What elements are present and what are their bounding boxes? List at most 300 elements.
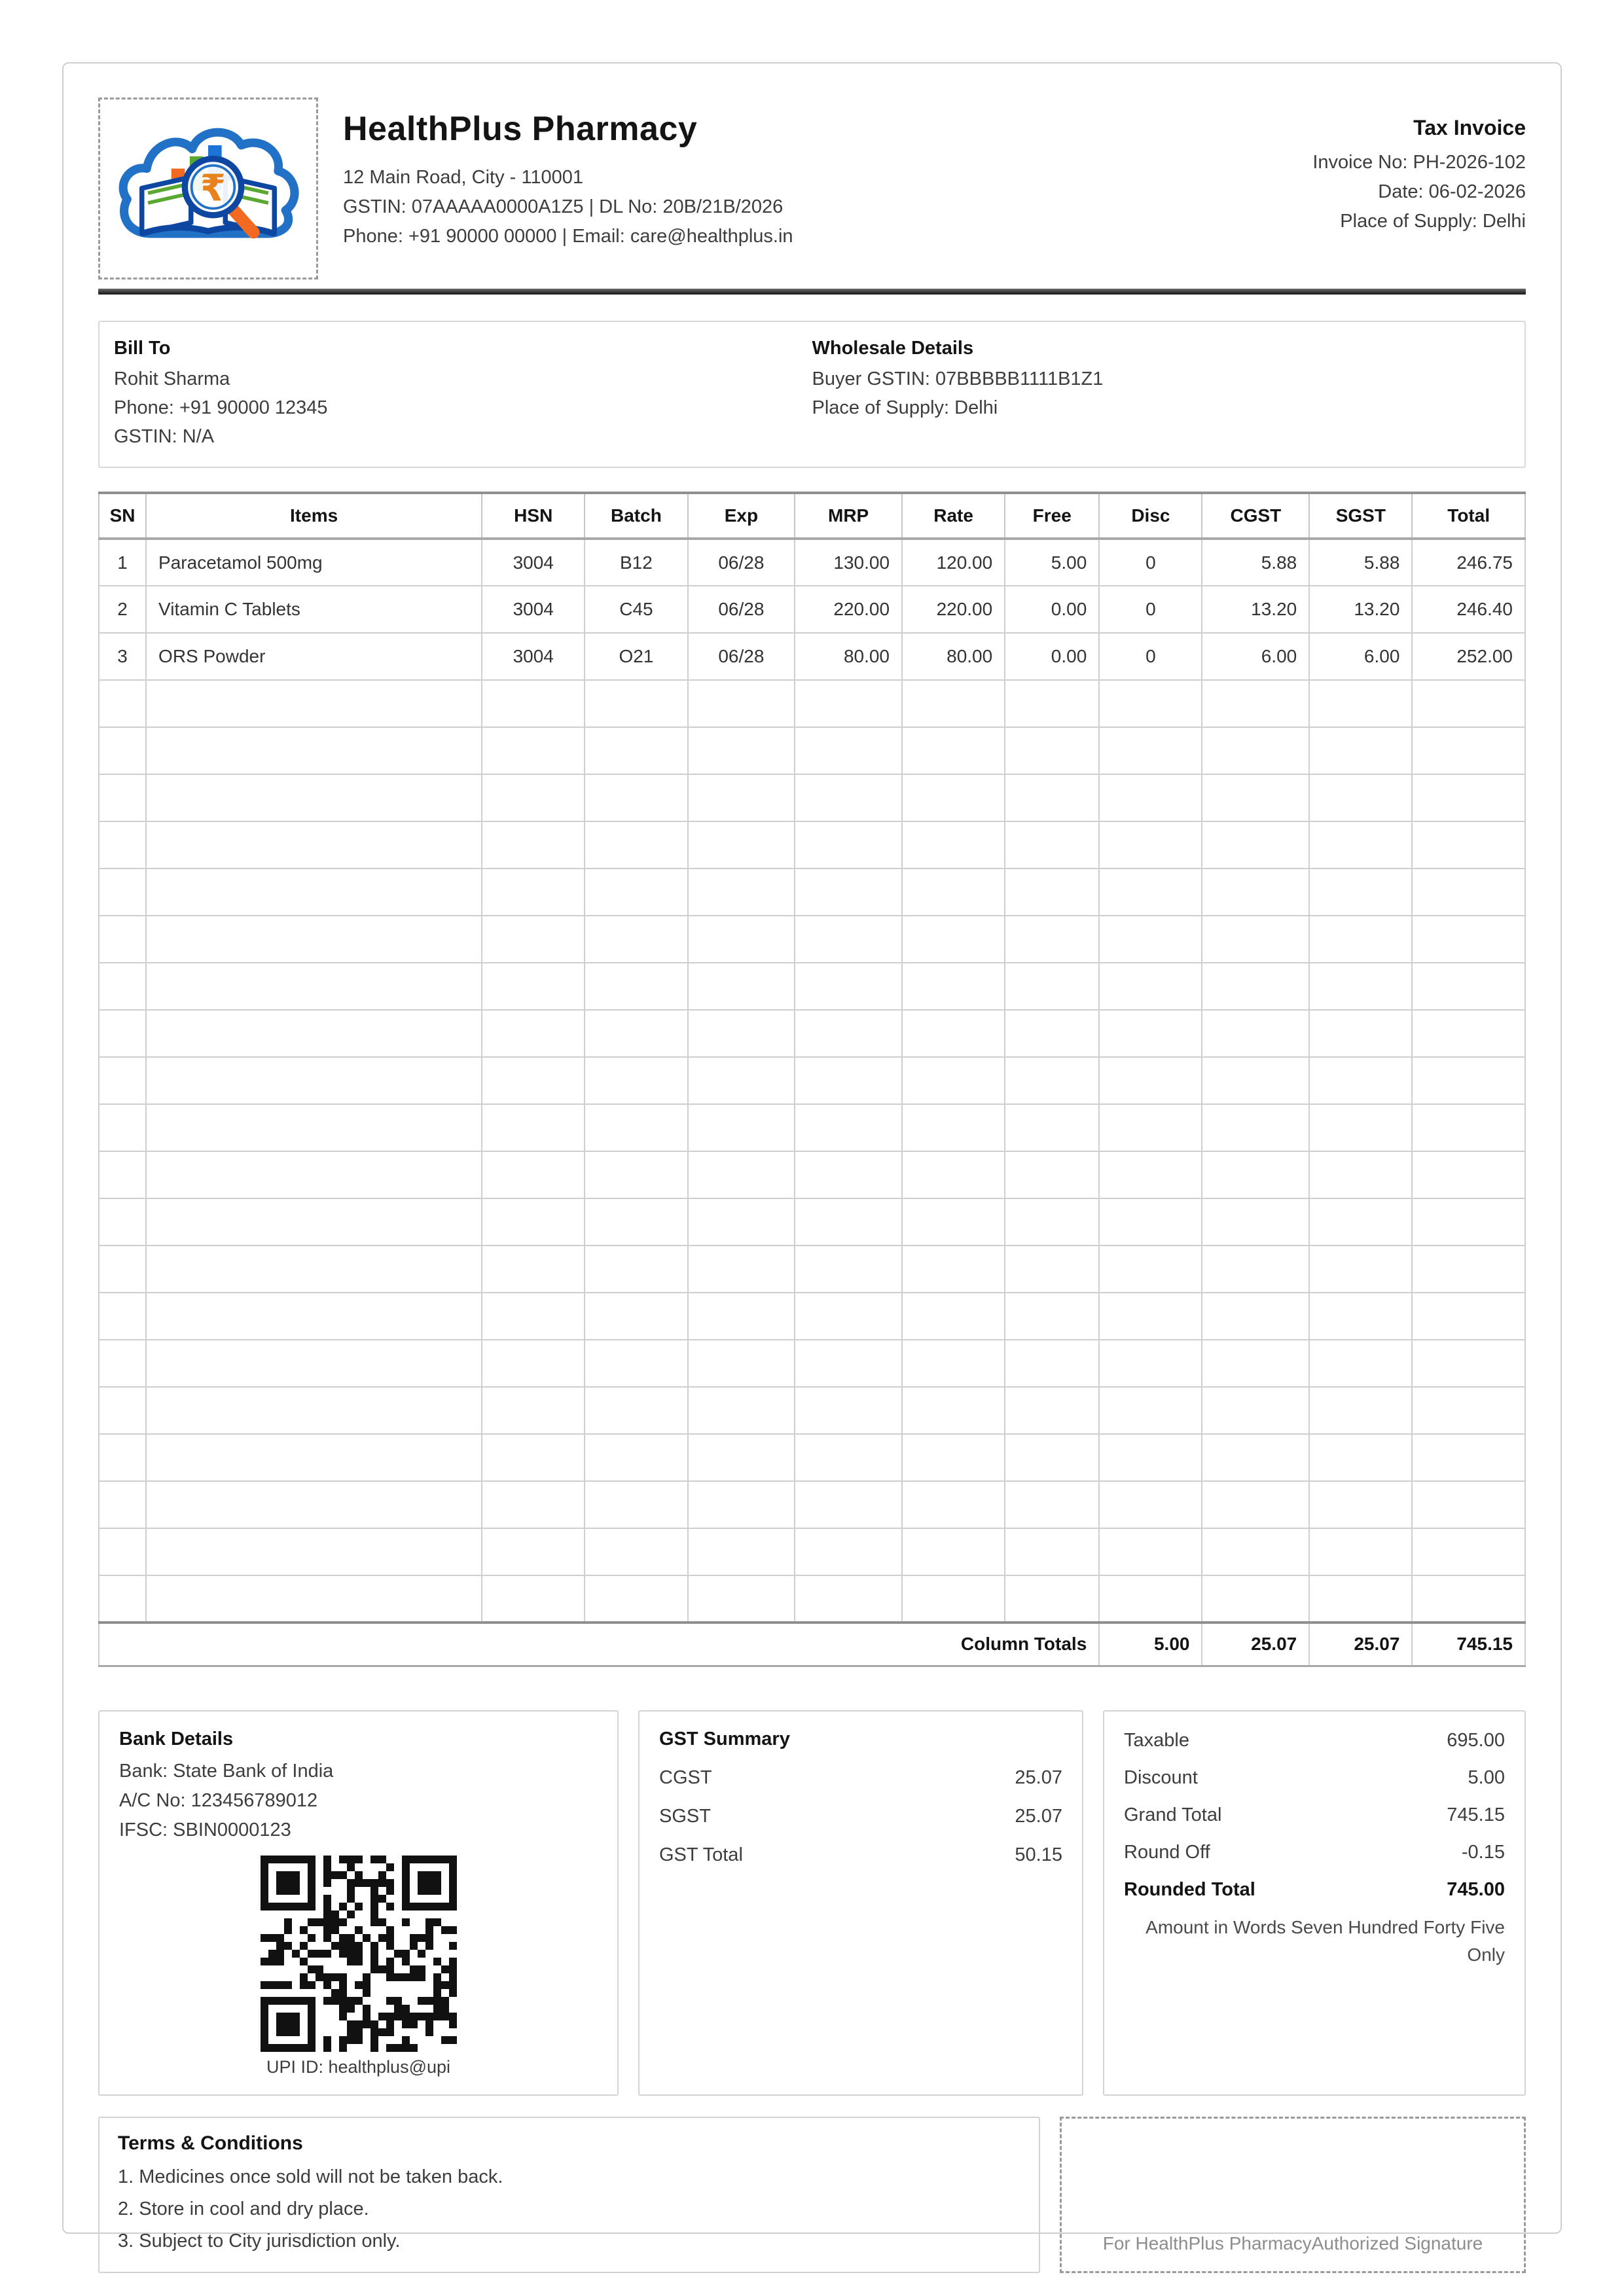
cell-sgst [1309, 1151, 1412, 1198]
invoice-number: Invoice No: PH-2026-102 [1312, 152, 1526, 173]
cell-exp [688, 1293, 795, 1340]
gst-row-cgst [659, 1767, 1062, 1789]
cell-rate [902, 1151, 1005, 1198]
svg-text:₹: ₹ [200, 166, 226, 209]
upi-id-line: UPI ID: healthplus@upi [266, 2056, 451, 2077]
cell-hsn [482, 1340, 585, 1387]
cell-hsn [482, 774, 585, 821]
cell-batch [585, 1246, 687, 1293]
cell-hsn [482, 1528, 585, 1575]
wholesale-buyer-gstin: Buyer GSTIN: 07BBBBB1111B1Z1 [812, 368, 1104, 389]
items-table-head [99, 493, 1525, 539]
cell-mrp [795, 1481, 902, 1528]
cell-free [1005, 916, 1099, 963]
empty-row [99, 1010, 1525, 1057]
cell-sgst [1309, 1010, 1412, 1057]
bank-account-line: A/C No: 123456789012 [119, 1789, 318, 1811]
company-name: HealthPlus Pharmacy [343, 110, 698, 148]
cell-items [146, 1246, 482, 1293]
cell-sn: 3 [99, 633, 146, 680]
cell-sgst [1309, 774, 1412, 821]
cell-batch [585, 1010, 687, 1057]
empty-row [99, 1387, 1525, 1434]
cell-sn [99, 916, 146, 963]
cell-cgst [1202, 1010, 1309, 1057]
cell-free [1005, 774, 1099, 821]
cell-total: 246.40 [1412, 586, 1525, 633]
cell-rate [902, 821, 1005, 869]
signature-box [1060, 2117, 1526, 2274]
cell-disc [1099, 1010, 1202, 1057]
cell-free [1005, 1057, 1099, 1104]
cell-free [1005, 727, 1099, 774]
cell-sn [99, 963, 146, 1010]
cell-exp [688, 1057, 795, 1104]
cell-free [1005, 1434, 1099, 1481]
cell-exp [688, 1010, 795, 1057]
cell-total [1412, 1387, 1525, 1434]
cell-batch [585, 821, 687, 869]
totals-row-discount [1124, 1767, 1505, 1789]
cell-batch [585, 869, 687, 916]
column-header-exp: Exp [688, 493, 795, 539]
cell-hsn [482, 1481, 585, 1528]
cell-sn [99, 869, 146, 916]
cell-disc [1099, 680, 1202, 727]
cell-cgst [1202, 1575, 1309, 1623]
cell-disc: 0 [1099, 539, 1202, 586]
cell-items: Paracetamol 500mg [146, 539, 482, 586]
cell-items [146, 727, 482, 774]
gst-total-label: GST Total [659, 1844, 743, 1865]
gst-row-total [659, 1844, 1062, 1866]
column-header-cgst: CGST [1202, 493, 1309, 539]
pharmacy-cloud-logo-icon [110, 112, 306, 266]
cell-cgst [1202, 1434, 1309, 1481]
empty-row [99, 1151, 1525, 1198]
cell-disc [1099, 1481, 1202, 1528]
cell-mrp [795, 963, 902, 1010]
cell-sn [99, 1528, 146, 1575]
cell-free [1005, 1481, 1099, 1528]
cell-exp [688, 963, 795, 1010]
cell-sgst [1309, 1528, 1412, 1575]
cell-mrp [795, 1293, 902, 1340]
cell-sn [99, 1387, 146, 1434]
cell-exp [688, 1575, 795, 1623]
cell-sn [99, 727, 146, 774]
cell-cgst [1202, 1340, 1309, 1387]
cell-sn [99, 1151, 146, 1198]
totals-row-grand-total [1124, 1804, 1505, 1826]
cell-mrp [795, 1198, 902, 1246]
cell-hsn: 3004 [482, 586, 585, 633]
cell-items [146, 1434, 482, 1481]
cell-sgst [1309, 963, 1412, 1010]
cell-disc [1099, 1293, 1202, 1340]
cell-total [1412, 1293, 1525, 1340]
round-off-value: -0.15 [1461, 1841, 1505, 1863]
signature-for-text: For HealthPlus Pharmacy [1102, 2233, 1312, 2254]
cell-cgst [1202, 1057, 1309, 1104]
cell-sn [99, 1293, 146, 1340]
cell-total [1412, 1151, 1525, 1198]
empty-row [99, 727, 1525, 774]
items-table-foot [99, 1623, 1525, 1666]
cell-free [1005, 1293, 1099, 1340]
doc-title: Tax Invoice [1413, 116, 1526, 139]
column-header-batch: Batch [585, 493, 687, 539]
discount-label: Discount [1124, 1767, 1198, 1788]
item-row [99, 633, 1525, 680]
taxable-label: Taxable [1124, 1729, 1189, 1751]
cell-free [1005, 1340, 1099, 1387]
cell-batch [585, 963, 687, 1010]
cell-sgst [1309, 1104, 1412, 1151]
cell-exp: 06/28 [688, 633, 795, 680]
cell-batch: C45 [585, 586, 687, 633]
bill-to-phone: Phone: +91 90000 12345 [114, 397, 328, 419]
cell-mrp [795, 727, 902, 774]
items-table [98, 492, 1526, 1667]
column-totals-row [99, 1623, 1525, 1666]
cell-sgst [1309, 727, 1412, 774]
cell-sgst [1309, 1293, 1412, 1340]
cell-disc [1099, 1198, 1202, 1246]
cell-hsn [482, 1246, 585, 1293]
cell-rate [902, 1481, 1005, 1528]
header-row [99, 493, 1525, 539]
total-cgst: 25.07 [1202, 1623, 1309, 1666]
cell-cgst [1202, 1104, 1309, 1151]
cell-mrp [795, 680, 902, 727]
cell-rate [902, 1198, 1005, 1246]
cell-sgst: 5.88 [1309, 539, 1412, 586]
cell-mrp [795, 1010, 902, 1057]
bank-ifsc-line: IFSC: SBIN0000123 [119, 1819, 291, 1840]
cell-free [1005, 1010, 1099, 1057]
invoice-header [98, 98, 1526, 279]
upi-qr-code [261, 1856, 457, 2052]
cell-items [146, 680, 482, 727]
amount-in-words: Amount in Words Seven Hundred Forty Five Only [1146, 1916, 1505, 1965]
cell-rate: 120.00 [902, 539, 1005, 586]
cell-sn [99, 1246, 146, 1293]
cell-cgst [1202, 1481, 1309, 1528]
cell-free [1005, 1528, 1099, 1575]
cell-total: 246.75 [1412, 539, 1525, 586]
taxable-value: 695.00 [1447, 1729, 1505, 1751]
column-header-mrp: MRP [795, 493, 902, 539]
cell-rate [902, 869, 1005, 916]
cell-sn [99, 774, 146, 821]
company-contact-line: Phone: +91 90000 00000 | Email: care@healthplus.in [343, 225, 793, 247]
cell-sgst [1309, 1434, 1412, 1481]
cell-hsn [482, 1293, 585, 1340]
cell-batch: B12 [585, 539, 687, 586]
cell-disc [1099, 1151, 1202, 1198]
cell-rate [902, 916, 1005, 963]
empty-row [99, 1198, 1525, 1246]
column-header-hsn: HSN [482, 493, 585, 539]
cell-cgst [1202, 869, 1309, 916]
gst-total-value: 50.15 [1015, 1844, 1062, 1865]
cell-hsn [482, 1198, 585, 1246]
cell-items: ORS Powder [146, 633, 482, 680]
column-totals-label: Column Totals [99, 1623, 1099, 1666]
cell-items [146, 963, 482, 1010]
cell-items [146, 1293, 482, 1340]
cell-hsn [482, 1575, 585, 1623]
gst-summary-title: GST Summary [659, 1728, 790, 1749]
cell-disc [1099, 1528, 1202, 1575]
cell-sgst [1309, 1387, 1412, 1434]
empty-row [99, 869, 1525, 916]
cell-exp [688, 774, 795, 821]
cell-hsn [482, 1151, 585, 1198]
column-header-items: Items [146, 493, 482, 539]
column-header-sgst: SGST [1309, 493, 1412, 539]
cell-mrp [795, 774, 902, 821]
cell-total [1412, 1104, 1525, 1151]
cell-sgst [1309, 1340, 1412, 1387]
cell-batch [585, 774, 687, 821]
empty-row [99, 916, 1525, 963]
cell-exp [688, 680, 795, 727]
cell-mrp: 130.00 [795, 539, 902, 586]
column-header-rate: Rate [902, 493, 1005, 539]
cell-cgst [1202, 1246, 1309, 1293]
cell-items [146, 1481, 482, 1528]
company-gstin-line: GSTIN: 07AAAAA0000A1Z5 | DL No: 20B/21B/2026 [343, 196, 784, 217]
cell-disc [1099, 727, 1202, 774]
cell-sn [99, 680, 146, 727]
cell-batch [585, 1481, 687, 1528]
cell-total [1412, 1057, 1525, 1104]
terms-line-3: 3. Subject to City jurisdiction only. [118, 2231, 401, 2252]
cell-batch [585, 1104, 687, 1151]
cell-disc: 0 [1099, 633, 1202, 680]
column-header-free: Free [1005, 493, 1099, 539]
cell-batch [585, 1434, 687, 1481]
empty-row [99, 1057, 1525, 1104]
footer-row [98, 2117, 1526, 2274]
cell-total [1412, 1434, 1525, 1481]
cell-free [1005, 1104, 1099, 1151]
cell-disc [1099, 1246, 1202, 1293]
company-logo-box [98, 98, 318, 279]
terms-box [98, 2117, 1040, 2274]
terms-line-2: 2. Store in cool and dry place. [118, 2198, 369, 2219]
cell-batch [585, 916, 687, 963]
gst-sgst-label: SGST [659, 1805, 711, 1827]
cell-mrp [795, 1246, 902, 1293]
cell-sn [99, 1198, 146, 1246]
cell-total [1412, 680, 1525, 727]
cell-total [1412, 1575, 1525, 1623]
cell-exp [688, 869, 795, 916]
company-address: 12 Main Road, City - 110001 [343, 167, 584, 188]
cell-mrp [795, 1340, 902, 1387]
cell-sgst [1309, 1057, 1412, 1104]
grand-total-label: Grand Total [1124, 1804, 1222, 1825]
cell-free [1005, 680, 1099, 727]
cell-disc [1099, 821, 1202, 869]
totals-row-rounded-total [1124, 1879, 1505, 1901]
cell-hsn: 3004 [482, 539, 585, 586]
cell-rate [902, 1104, 1005, 1151]
cell-sgst [1309, 1575, 1412, 1623]
bill-to-title: Bill To [114, 338, 171, 359]
empty-row [99, 1575, 1525, 1623]
cell-sgst [1309, 821, 1412, 869]
cell-hsn [482, 869, 585, 916]
cell-rate [902, 680, 1005, 727]
cell-sgst [1309, 916, 1412, 963]
cell-sn: 2 [99, 586, 146, 633]
cell-hsn [482, 1434, 585, 1481]
invoice-meta [1312, 98, 1526, 236]
cell-mrp [795, 1104, 902, 1151]
cell-free: 0.00 [1005, 586, 1099, 633]
total-disc: 5.00 [1099, 1623, 1202, 1666]
cell-mrp [795, 1528, 902, 1575]
cell-free: 0.00 [1005, 633, 1099, 680]
cell-disc [1099, 1104, 1202, 1151]
cell-batch [585, 1198, 687, 1246]
cell-hsn [482, 727, 585, 774]
cell-mrp: 220.00 [795, 586, 902, 633]
parties-panel [98, 321, 1526, 468]
wholesale-place: Place of Supply: Delhi [812, 397, 998, 419]
cell-exp [688, 1387, 795, 1434]
cell-sgst [1309, 1198, 1412, 1246]
bank-details-title: Bank Details [119, 1728, 234, 1749]
wholesale-block [812, 338, 1511, 451]
cell-rate [902, 1057, 1005, 1104]
empty-row [99, 680, 1525, 727]
cell-sgst [1309, 1246, 1412, 1293]
cell-hsn [482, 1104, 585, 1151]
gst-row-sgst [659, 1806, 1062, 1827]
empty-row [99, 774, 1525, 821]
cell-hsn [482, 1010, 585, 1057]
empty-row [99, 1434, 1525, 1481]
cell-total [1412, 1528, 1525, 1575]
cell-mrp [795, 1151, 902, 1198]
cell-items [146, 1528, 482, 1575]
cell-total [1412, 1246, 1525, 1293]
cell-free [1005, 1151, 1099, 1198]
cell-sn: 1 [99, 539, 146, 586]
bill-to-name: Rohit Sharma [114, 368, 230, 389]
cell-sn [99, 1010, 146, 1057]
cell-exp: 06/28 [688, 586, 795, 633]
cell-items [146, 1104, 482, 1151]
cell-sn [99, 1434, 146, 1481]
grand-total-value: 745.15 [1447, 1804, 1505, 1825]
item-row [99, 539, 1525, 586]
round-off-label: Round Off [1124, 1841, 1210, 1863]
cell-total [1412, 1481, 1525, 1528]
cell-items [146, 1340, 482, 1387]
cell-free: 5.00 [1005, 539, 1099, 586]
cell-sgst [1309, 869, 1412, 916]
cell-rate [902, 1293, 1005, 1340]
gst-summary-box [638, 1710, 1083, 2096]
cell-batch [585, 727, 687, 774]
cell-total [1412, 916, 1525, 963]
cell-cgst: 5.88 [1202, 539, 1309, 586]
gst-cgst-label: CGST [659, 1767, 712, 1788]
cell-items [146, 869, 482, 916]
cell-sn [99, 1340, 146, 1387]
cell-exp [688, 916, 795, 963]
cell-sn [99, 1575, 146, 1623]
cell-exp [688, 1481, 795, 1528]
cell-batch [585, 1575, 687, 1623]
cell-disc [1099, 1434, 1202, 1481]
cell-batch [585, 1387, 687, 1434]
gst-sgst-value: 25.07 [1015, 1805, 1062, 1827]
cell-free [1005, 1575, 1099, 1623]
cell-disc [1099, 774, 1202, 821]
cell-cgst [1202, 774, 1309, 821]
cell-batch [585, 1151, 687, 1198]
bank-name-line: Bank: State Bank of India [119, 1760, 334, 1782]
cell-disc [1099, 869, 1202, 916]
cell-exp [688, 821, 795, 869]
cell-sn [99, 1057, 146, 1104]
empty-row [99, 1104, 1525, 1151]
cell-mrp [795, 821, 902, 869]
cell-rate [902, 727, 1005, 774]
cell-items [146, 1387, 482, 1434]
cell-mrp [795, 916, 902, 963]
cell-items [146, 1151, 482, 1198]
cell-free [1005, 963, 1099, 1010]
cell-rate [902, 1340, 1005, 1387]
header-divider [98, 289, 1526, 295]
cell-sgst [1309, 680, 1412, 727]
cell-hsn [482, 821, 585, 869]
cell-batch [585, 680, 687, 727]
cell-items [146, 1198, 482, 1246]
cell-sgst [1309, 1481, 1412, 1528]
cell-total [1412, 821, 1525, 869]
cell-cgst [1202, 963, 1309, 1010]
cell-disc [1099, 1575, 1202, 1623]
cell-cgst [1202, 680, 1309, 727]
company-info [343, 98, 793, 251]
empty-row [99, 963, 1525, 1010]
cell-cgst [1202, 916, 1309, 963]
cell-total [1412, 1198, 1525, 1246]
cell-mrp [795, 869, 902, 916]
terms-line-1: 1. Medicines once sold will not be taken back. [118, 2166, 503, 2187]
cell-rate [902, 963, 1005, 1010]
cell-batch [585, 1293, 687, 1340]
cell-hsn: 3004 [482, 633, 585, 680]
cell-exp [688, 727, 795, 774]
cell-cgst [1202, 1293, 1309, 1340]
cell-rate [902, 1010, 1005, 1057]
invoice-place-of-supply: Place of Supply: Delhi [1340, 210, 1526, 232]
rounded-total-value: 745.00 [1447, 1878, 1505, 1900]
cell-hsn [482, 680, 585, 727]
empty-row [99, 1293, 1525, 1340]
cell-disc [1099, 1057, 1202, 1104]
